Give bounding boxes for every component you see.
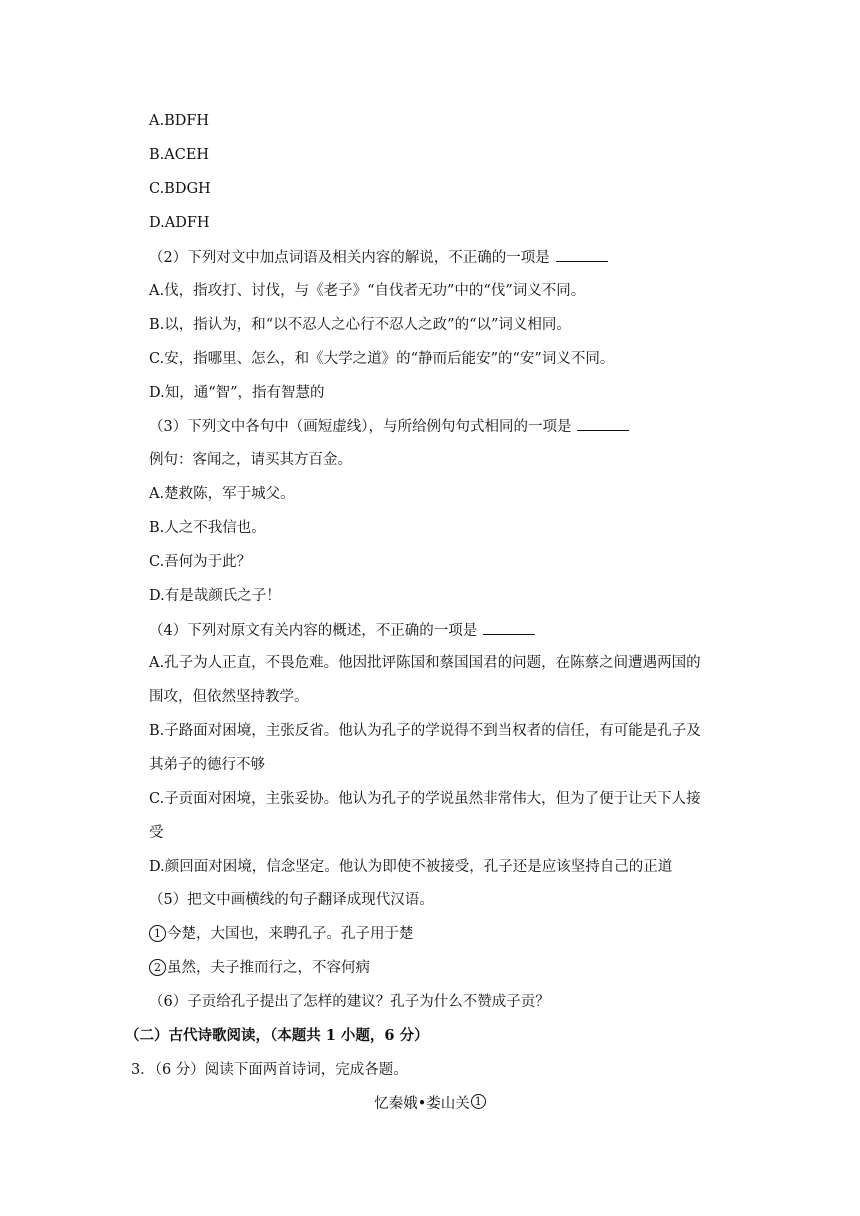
q2-stem-line <box>149 247 608 268</box>
q4-option-d: D.颜回面对困境，信念坚定。他认为即使不被接受，孔子还是应该坚持自己的正道 <box>149 859 673 875</box>
q1-option-c: C.BDGH <box>149 181 211 197</box>
q6-stem: （6）子贡给孔子提出了怎样的建议？孔子为什么不赞成子贡？ <box>149 994 550 1010</box>
q4-option-b-line2: 其弟子的德行不够 <box>149 757 265 773</box>
q1-option-d: D.ADFH <box>149 215 210 231</box>
q2-option-d: D.知，通“智”，指有智慧的 <box>149 385 325 401</box>
q5-stem: （5）把文中画横线的句子翻译成现代汉语。 <box>149 892 434 908</box>
q5-item-1-text: 今楚，大国也，来聘孔子。孔子用于楚 <box>167 926 414 942</box>
q3-example: 例句：客闻之，请买其方百金。 <box>149 452 352 468</box>
question-3-stem: 3．（6 分）阅读下面两首诗词，完成各题。 <box>131 1062 408 1078</box>
q4-stem: （4）下列对原文有关内容的概述，不正确的一项是 <box>149 623 478 639</box>
q3-option-d: D.有是哉颜氏之子！ <box>149 588 281 604</box>
q5-item-1 <box>149 924 414 944</box>
q2-stem: （2）下列对文中加点词语及相关内容的解说，不正确的一项是 <box>149 250 550 266</box>
q4-option-a-line1: A.孔子为人正直，不畏危难。他因批评陈国和蔡国国君的问题，在陈蔡之间遭遇两国的 <box>149 655 701 671</box>
q2-answer-blank[interactable] <box>556 247 608 262</box>
q2-option-a: A.伐，指攻打、讨伐，与《老子》“自伐者无功”中的“伐”词义不同。 <box>149 283 586 299</box>
q4-option-b-line1: B.子路面对困境，主张反省。他认为孔子的学说得不到当权者的信任，有可能是孔子及 <box>149 723 701 739</box>
circled-number-1: 1 <box>149 925 166 942</box>
q3-option-b: B.人之不我信也。 <box>149 520 266 536</box>
poem-title: 忆秦娥•娄山关 <box>374 1096 470 1112</box>
q1-option-a: A.BDFH <box>149 113 210 129</box>
q2-option-c: C.安，指哪里、怎么，和《大学之道》的“静而后能安”的“安”词义不同。 <box>149 351 615 367</box>
q3-stem: （3）下列文中各句中（画短虚线），与所给例句句式相同的一项是 <box>149 419 572 435</box>
q3-option-a: A.楚救陈，军于城父。 <box>149 486 295 502</box>
q5-item-2-text: 虽然，夫子推而行之，不容何病 <box>167 960 370 976</box>
poem-title-line <box>0 1094 860 1114</box>
q1-option-b: B.ACEH <box>149 147 210 163</box>
q4-option-c-line1: C.子贡面对困境，主张妥协。他认为孔子的学说虽然非常伟大，但为了便于让天下人接 <box>149 791 701 807</box>
q2-option-b: B.以，指认为，和“以不忍人之心行不忍人之政”的“以”词义相同。 <box>149 317 571 333</box>
q3-answer-blank[interactable] <box>577 416 629 431</box>
circled-number-2: 2 <box>149 959 166 976</box>
section-heading: （二）古代诗歌阅读，（本题共 1 小题，6 分） <box>125 1027 429 1044</box>
q5-item-2 <box>149 958 370 978</box>
q4-option-a-line2: 围攻，但依然坚持教学。 <box>149 689 309 705</box>
q4-answer-blank[interactable] <box>483 620 535 635</box>
q3-stem-line <box>149 416 629 437</box>
q4-stem-line <box>149 620 535 641</box>
q3-option-c: C.吾何为于此？ <box>149 554 252 570</box>
q4-option-c-line2: 受 <box>149 825 164 841</box>
footnote-marker[interactable]: 1 <box>471 1094 486 1109</box>
